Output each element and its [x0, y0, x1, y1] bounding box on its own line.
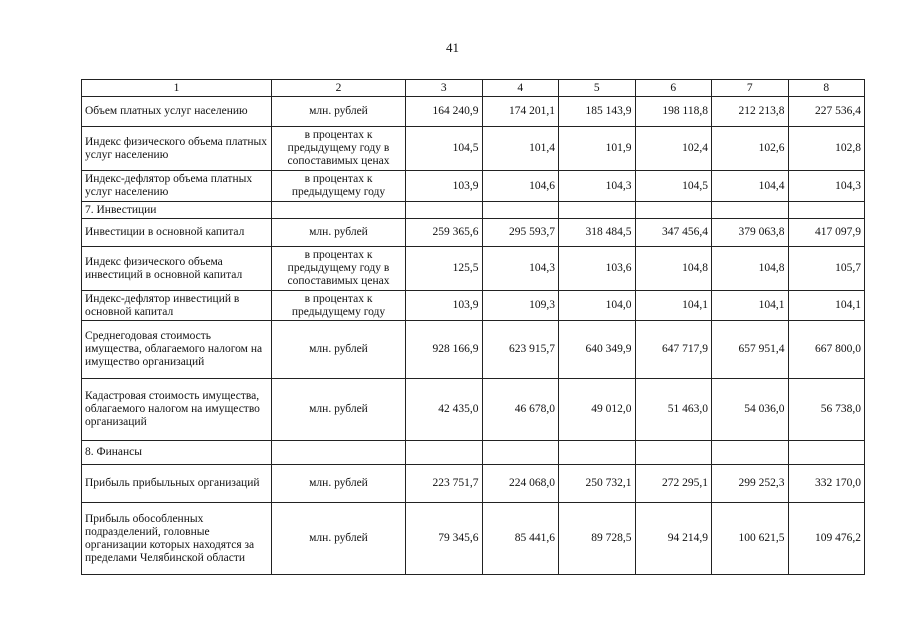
- value-cell: 224 068,0: [482, 465, 559, 503]
- value-cell: 212 213,8: [712, 97, 789, 127]
- empty-cell: [559, 202, 636, 219]
- empty-cell: [482, 441, 559, 465]
- table-row: [82, 465, 865, 503]
- value-cell: 299 252,3: [712, 465, 789, 503]
- page-number: 41: [446, 40, 459, 55]
- table-body: [82, 97, 865, 575]
- unit-cell: млн. рублей: [272, 321, 406, 379]
- empty-cell: [635, 441, 712, 465]
- indicator-name: Прибыль прибыльных организаций: [82, 465, 272, 503]
- header-cell: 8: [788, 80, 865, 97]
- table-row: [82, 97, 865, 127]
- value-cell: 295 593,7: [482, 219, 559, 247]
- value-cell: 623 915,7: [482, 321, 559, 379]
- unit-cell: в процентах к предыдущему году в сопоставимых ценах: [272, 127, 406, 171]
- empty-cell: [272, 441, 406, 465]
- indicator-name: Индекс-дефлятор объема платных услуг населению: [82, 171, 272, 202]
- value-cell: 640 349,9: [559, 321, 636, 379]
- value-cell: 198 118,8: [635, 97, 712, 127]
- indicator-name: Среднегодовая стоимость имущества, облагаемого налогом на имущество организаций: [82, 321, 272, 379]
- value-cell: 928 166,9: [406, 321, 483, 379]
- value-cell: 89 728,5: [559, 503, 636, 575]
- value-cell: 109,3: [482, 291, 559, 321]
- value-cell: 318 484,5: [559, 219, 636, 247]
- value-cell: 104,8: [635, 247, 712, 291]
- value-cell: 104,4: [712, 171, 789, 202]
- empty-cell: [272, 202, 406, 219]
- value-cell: 272 295,1: [635, 465, 712, 503]
- value-cell: 657 951,4: [712, 321, 789, 379]
- unit-cell: млн. рублей: [272, 219, 406, 247]
- table-row: [82, 219, 865, 247]
- unit-cell: млн. рублей: [272, 503, 406, 575]
- value-cell: 125,5: [406, 247, 483, 291]
- unit-cell: в процентах к предыдущему году: [272, 291, 406, 321]
- value-cell: 647 717,9: [635, 321, 712, 379]
- value-cell: 101,4: [482, 127, 559, 171]
- value-cell: 347 456,4: [635, 219, 712, 247]
- value-cell: 185 143,9: [559, 97, 636, 127]
- value-cell: 42 435,0: [406, 379, 483, 441]
- value-cell: 104,3: [482, 247, 559, 291]
- indicator-name: Индекс-дефлятор инвестиций в основной капитал: [82, 291, 272, 321]
- empty-cell: [406, 441, 483, 465]
- value-cell: 102,4: [635, 127, 712, 171]
- empty-cell: [788, 202, 865, 219]
- header-cell: 5: [559, 80, 636, 97]
- header-cell: 1: [82, 80, 272, 97]
- indicator-name: Кадастровая стоимость имущества, облагаемого налогом на имущество организаций: [82, 379, 272, 441]
- indicator-name: Индекс физического объема инвестиций в основной капитал: [82, 247, 272, 291]
- indicator-name: Инвестиции в основной капитал: [82, 219, 272, 247]
- value-cell: 667 800,0: [788, 321, 865, 379]
- indicators-table: [81, 79, 865, 575]
- unit-cell: млн. рублей: [272, 97, 406, 127]
- table-row: [82, 379, 865, 441]
- value-cell: 103,6: [559, 247, 636, 291]
- value-cell: 94 214,9: [635, 503, 712, 575]
- value-cell: 103,9: [406, 171, 483, 202]
- value-cell: 379 063,8: [712, 219, 789, 247]
- table-row: [82, 291, 865, 321]
- unit-cell: в процентах к предыдущему году: [272, 171, 406, 202]
- indicator-name: Индекс физического объема платных услуг населению: [82, 127, 272, 171]
- value-cell: 105,7: [788, 247, 865, 291]
- table-row: [82, 127, 865, 171]
- unit-cell: в процентах к предыдущему году в сопоставимых ценах: [272, 247, 406, 291]
- value-cell: 223 751,7: [406, 465, 483, 503]
- value-cell: 102,6: [712, 127, 789, 171]
- value-cell: 104,0: [559, 291, 636, 321]
- table-row: [82, 247, 865, 291]
- value-cell: 104,6: [482, 171, 559, 202]
- empty-cell: [559, 441, 636, 465]
- unit-cell: млн. рублей: [272, 465, 406, 503]
- header-cell: 3: [406, 80, 483, 97]
- table-row: [82, 503, 865, 575]
- header-cell: 6: [635, 80, 712, 97]
- header-cell: 2: [272, 80, 406, 97]
- value-cell: 104,3: [788, 171, 865, 202]
- value-cell: 104,1: [788, 291, 865, 321]
- empty-cell: [712, 441, 789, 465]
- value-cell: 54 036,0: [712, 379, 789, 441]
- value-cell: 417 097,9: [788, 219, 865, 247]
- empty-cell: [635, 202, 712, 219]
- table-row: [82, 321, 865, 379]
- indicator-name: Объем платных услуг населению: [82, 97, 272, 127]
- empty-cell: [406, 202, 483, 219]
- value-cell: 49 012,0: [559, 379, 636, 441]
- empty-cell: [712, 202, 789, 219]
- indicator-name: Прибыль обособленных подразделений, головные организации которых находятся за пределами Челябинской области: [82, 503, 272, 575]
- header-cell: 4: [482, 80, 559, 97]
- unit-cell: млн. рублей: [272, 379, 406, 441]
- value-cell: 174 201,1: [482, 97, 559, 127]
- empty-cell: [482, 202, 559, 219]
- value-cell: 164 240,9: [406, 97, 483, 127]
- value-cell: 104,5: [406, 127, 483, 171]
- value-cell: 104,8: [712, 247, 789, 291]
- header-cell: 7: [712, 80, 789, 97]
- value-cell: 104,1: [712, 291, 789, 321]
- value-cell: 227 536,4: [788, 97, 865, 127]
- table-header: [82, 80, 865, 97]
- value-cell: 104,3: [559, 171, 636, 202]
- value-cell: 51 463,0: [635, 379, 712, 441]
- section-row: [82, 202, 865, 219]
- value-cell: 259 365,6: [406, 219, 483, 247]
- value-cell: 104,1: [635, 291, 712, 321]
- section-title: 8. Финансы: [82, 441, 272, 465]
- value-cell: 102,8: [788, 127, 865, 171]
- value-cell: 104,5: [635, 171, 712, 202]
- table-row: [82, 171, 865, 202]
- value-cell: 109 476,2: [788, 503, 865, 575]
- value-cell: 46 678,0: [482, 379, 559, 441]
- value-cell: 103,9: [406, 291, 483, 321]
- value-cell: 101,9: [559, 127, 636, 171]
- value-cell: 79 345,6: [406, 503, 483, 575]
- value-cell: 100 621,5: [712, 503, 789, 575]
- value-cell: 250 732,1: [559, 465, 636, 503]
- value-cell: 332 170,0: [788, 465, 865, 503]
- value-cell: 85 441,6: [482, 503, 559, 575]
- empty-cell: [788, 441, 865, 465]
- header-row: [82, 80, 865, 97]
- section-title: 7. Инвестиции: [82, 202, 272, 219]
- section-row: [82, 441, 865, 465]
- value-cell: 56 738,0: [788, 379, 865, 441]
